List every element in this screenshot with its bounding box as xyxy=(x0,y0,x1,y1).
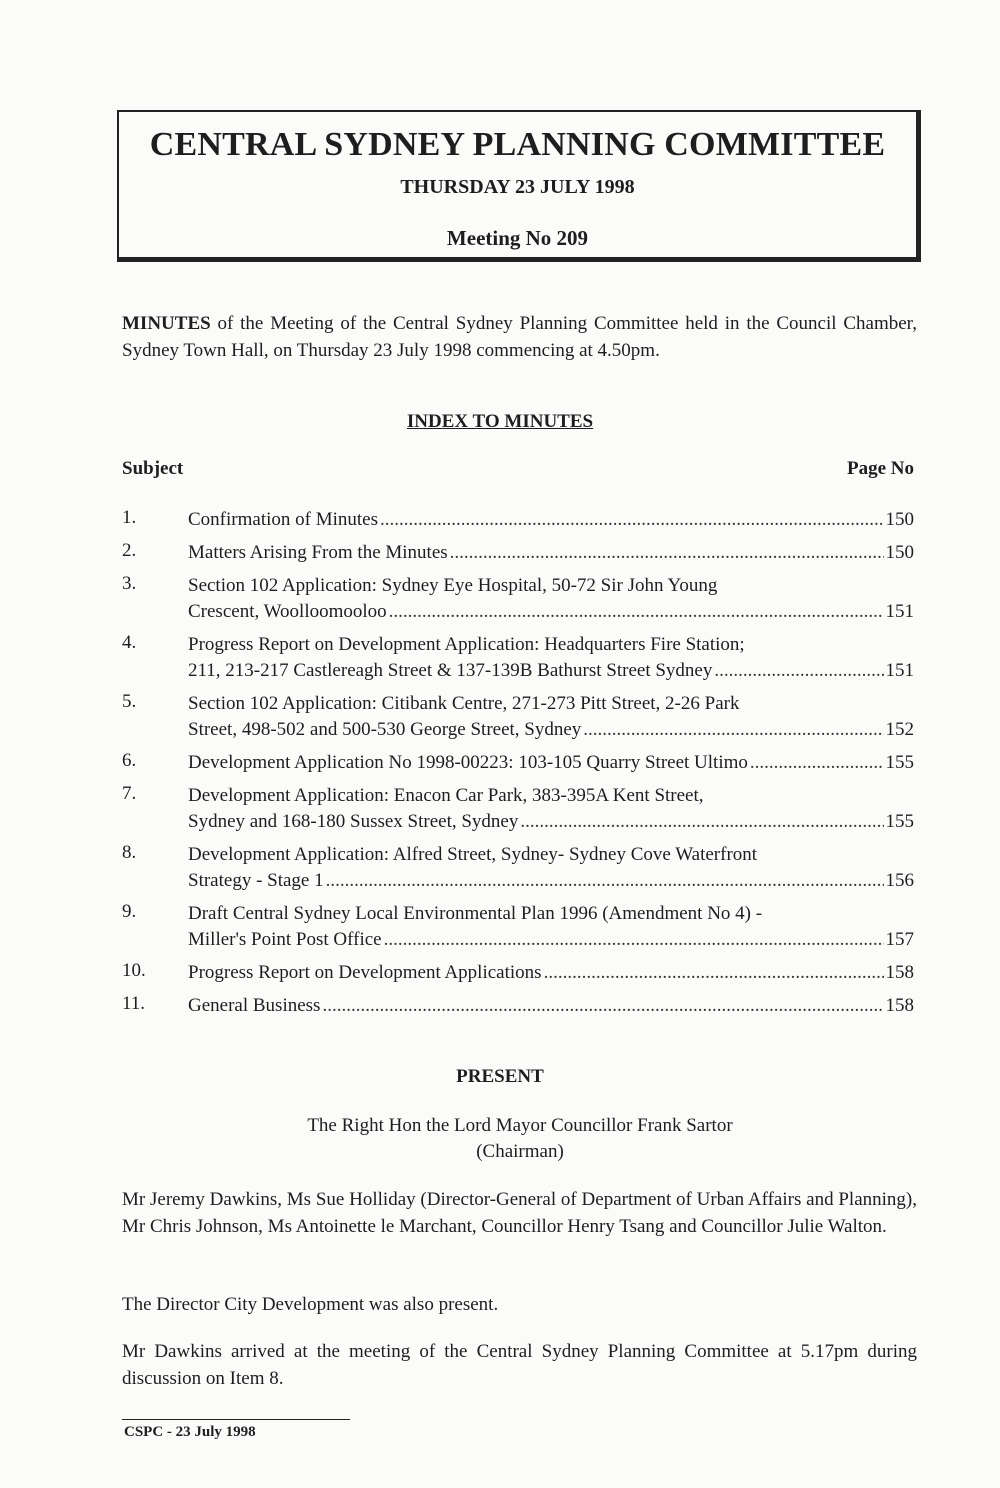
dot-leader xyxy=(450,540,884,566)
index-item-subject: 211, 213-217 Castlereagh Street & 137-139B Bathurst Street Sydney xyxy=(188,660,713,681)
index-item-page: 156 xyxy=(885,870,914,891)
index-item-subject: Street, 498-502 and 500-530 George Street, Sydney xyxy=(188,719,582,740)
minutes-lead: MINUTES xyxy=(122,313,211,334)
index-item-number: 1. xyxy=(122,507,137,528)
index-item-number: 4. xyxy=(122,632,137,653)
index-item-body xyxy=(188,507,914,533)
subject-column-label: Subject xyxy=(122,458,184,479)
index-item-page: 155 xyxy=(885,811,914,832)
index-item-line xyxy=(188,993,914,1019)
index-item-subject: Development Application: Alfred Street, Sydney- Sydney Cove Waterfront xyxy=(188,844,758,865)
index-item xyxy=(122,993,914,1019)
dot-leader xyxy=(326,868,884,894)
index-item xyxy=(122,573,914,625)
dot-leader xyxy=(322,993,883,1019)
index-item-number: 8. xyxy=(122,842,137,863)
index-item-subject: Progress Report on Development Application: Headquarters Fire Station; xyxy=(188,634,745,655)
index-item xyxy=(122,842,914,894)
index-item xyxy=(122,901,914,953)
index-item-number: 2. xyxy=(122,540,137,561)
index-item-line xyxy=(188,573,914,599)
index-item-body xyxy=(188,691,914,743)
index-item-number: 3. xyxy=(122,573,137,594)
index-item-body xyxy=(188,632,914,684)
index-item xyxy=(122,783,914,835)
index-item-body xyxy=(188,901,914,953)
index-item-body xyxy=(188,960,914,986)
index-item-subject: Progress Report on Development Applications xyxy=(188,962,542,983)
header-box xyxy=(117,110,921,262)
chairman-role: (Chairman) xyxy=(476,1141,564,1162)
index-item-line xyxy=(188,717,914,743)
index-item-number: 9. xyxy=(122,901,137,922)
index-heading: INDEX TO MINUTES xyxy=(406,411,594,432)
dot-leader xyxy=(714,658,883,684)
index-item-subject: Section 102 Application: Citibank Centre, 271-273 Pitt Street, 2-26 Park xyxy=(188,693,740,714)
index-item xyxy=(122,750,914,776)
index-item-body xyxy=(188,540,914,566)
minutes-intro xyxy=(122,310,917,364)
dot-leader xyxy=(544,960,884,986)
index-item-line xyxy=(188,750,914,776)
dot-leader xyxy=(380,507,884,533)
index-item-line xyxy=(188,632,914,658)
index-item-page: 158 xyxy=(885,995,914,1016)
present-heading: PRESENT xyxy=(456,1066,544,1087)
dot-leader xyxy=(389,599,884,625)
index-item-body xyxy=(188,993,914,1019)
index-item-subject: Draft Central Sydney Local Environmental Plan 1996 (Amendment No 4) - xyxy=(188,903,763,924)
index-item-body xyxy=(188,783,914,835)
index-item-line xyxy=(188,507,914,533)
index-item-subject: Matters Arising From the Minutes xyxy=(188,542,448,563)
index-item-page: 152 xyxy=(885,719,914,740)
index-item-line xyxy=(188,842,914,868)
index-item-line xyxy=(188,809,914,835)
index-item-line xyxy=(188,691,914,717)
index-item-page: 150 xyxy=(885,509,914,530)
index-item xyxy=(122,960,914,986)
index-item-line xyxy=(188,901,914,927)
index-item xyxy=(122,507,914,533)
index-item-line xyxy=(188,927,914,953)
index-item-number: 7. xyxy=(122,783,137,804)
director-note: The Director City Development was also present. xyxy=(122,1294,499,1315)
index-item-number: 10. xyxy=(122,960,146,981)
chairman-block xyxy=(0,1113,1000,1165)
minutes-intro-text: of the Meeting of the Central Sydney Planning Committee held in the Council Chamber, Sydney Town Hall, on Thursday 23 July 1998 commencing at 4.50pm. xyxy=(122,313,917,361)
index-item-number: 6. xyxy=(122,750,137,771)
arrival-note: Mr Dawkins arrived at the meeting of the Central Sydney Planning Committee at 5.17pm during discussion on Item 8. xyxy=(122,1341,917,1389)
index-item-number: 11. xyxy=(122,993,146,1014)
index-item-line xyxy=(188,599,914,625)
index-item-body xyxy=(188,842,914,894)
index-item xyxy=(122,632,914,684)
index-item-subject: Section 102 Application: Sydney Eye Hospital, 50-72 Sir John Young xyxy=(188,575,718,596)
index-item xyxy=(122,691,914,743)
members-present: Mr Jeremy Dawkins, Ms Sue Holliday (Director-General of Department of Urban Affairs and Planning), Mr Chris Johnson, Ms Antoinette le Marchant, Councillor Henry Tsang and Councillor Julie Walton. xyxy=(122,1189,917,1237)
index-item-subject: Miller's Point Post Office xyxy=(188,929,382,950)
dot-leader xyxy=(384,927,884,953)
index-item-page: 150 xyxy=(885,542,914,563)
footer-rule xyxy=(122,1419,350,1420)
index-list xyxy=(122,507,914,1026)
index-item-line xyxy=(188,658,914,684)
index-item-subject: Sydney and 168-180 Sussex Street, Sydney xyxy=(188,811,519,832)
index-item-page: 157 xyxy=(885,929,914,950)
index-item-subject: Crescent, Woolloomooloo xyxy=(188,601,387,622)
index-item-subject: Strategy - Stage 1 xyxy=(188,870,324,891)
page-column-label: Page No xyxy=(846,458,914,479)
index-item-body xyxy=(188,750,914,776)
index-item-subject: Confirmation of Minutes xyxy=(188,509,378,530)
index-item-page: 155 xyxy=(885,752,914,773)
index-item-page: 151 xyxy=(885,601,914,622)
footer-label: CSPC - 23 July 1998 xyxy=(124,1424,256,1440)
index-item-line xyxy=(188,960,914,986)
dot-leader xyxy=(520,809,883,835)
index-item-line xyxy=(188,540,914,566)
committee-title: CENTRAL SYDNEY PLANNING COMMITTEE xyxy=(149,126,886,163)
index-item-page: 158 xyxy=(885,962,914,983)
index-item-subject: Development Application No 1998-00223: 103-105 Quarry Street Ultimo xyxy=(188,752,748,773)
index-item-subject: Development Application: Enacon Car Park, 383-395A Kent Street, xyxy=(188,785,704,806)
index-item-page: 151 xyxy=(885,660,914,681)
dot-leader xyxy=(750,750,884,776)
index-item-subject: General Business xyxy=(188,995,321,1016)
index-item xyxy=(122,540,914,566)
dot-leader xyxy=(583,717,883,743)
chairman-name: The Right Hon the Lord Mayor Councillor Frank Sartor xyxy=(307,1115,733,1136)
meeting-date: THURSDAY 23 JULY 1998 xyxy=(400,176,635,198)
index-item-body xyxy=(188,573,914,625)
index-item-line xyxy=(188,868,914,894)
index-item-line xyxy=(188,783,914,809)
index-item-number: 5. xyxy=(122,691,137,712)
meeting-number: Meeting No 209 xyxy=(446,226,589,250)
